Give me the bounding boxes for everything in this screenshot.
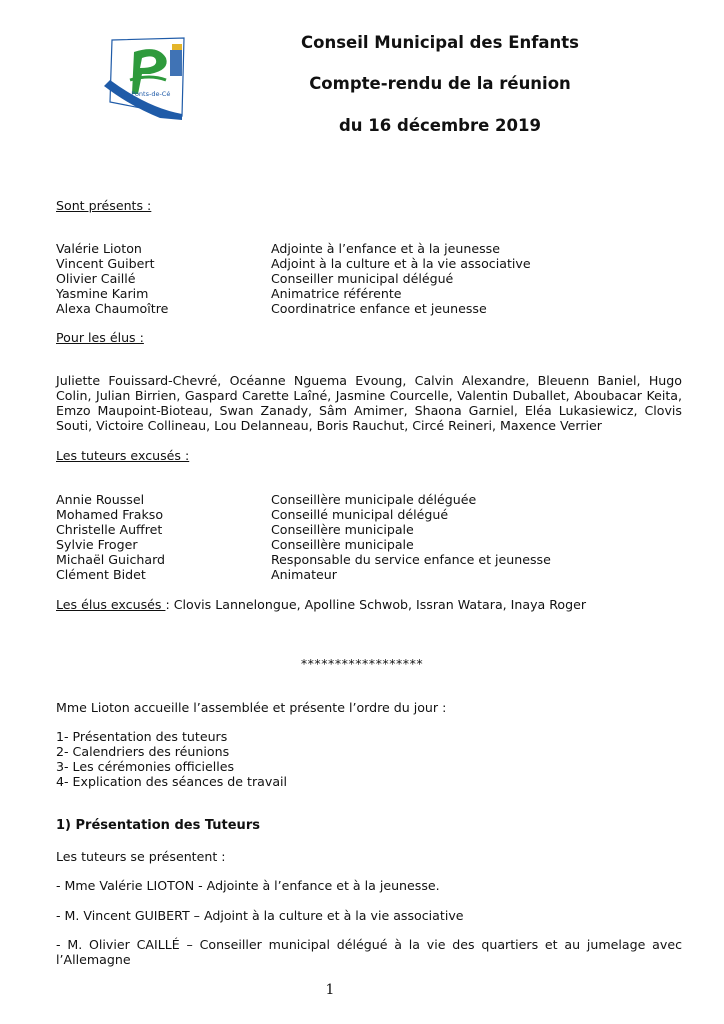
tuteur-name: Annie Roussel: [56, 492, 145, 507]
tuteur-role: Conseillère municipale: [271, 537, 414, 552]
tuteurs-excuses-heading: Les tuteurs excusés :: [56, 448, 190, 463]
meeting-date: du 16 décembre 2019: [339, 116, 541, 135]
tutor-intro-item: - Mme Valérie LIOTON - Adjointe à l’enfance et à la jeunesse.: [56, 878, 440, 893]
present-name: Alexa Chaumoître: [56, 301, 169, 316]
intro-text: Mme Lioton accueille l’assemblée et présente l’ordre du jour :: [56, 700, 447, 715]
elus-excuses-line: [56, 597, 586, 612]
tuteur-role: Conseillère municipale déléguée: [271, 492, 477, 507]
agenda-item: 2- Calendriers des réunions: [56, 744, 230, 759]
tuteur-role: Animateur: [271, 567, 337, 582]
elus-excuses-heading: Les élus excusés: [56, 597, 166, 612]
agenda-item: 3- Les cérémonies officielles: [56, 759, 235, 774]
present-name: Vincent Guibert: [56, 256, 155, 271]
presents-heading: Sont présents :: [56, 198, 152, 213]
present-role: Animatrice référente: [271, 286, 402, 301]
present-name: Valérie Lioton: [56, 241, 142, 256]
agenda-item: 1- Présentation des tuteurs: [56, 729, 228, 744]
present-role: Adjointe à l’enfance et à la jeunesse: [271, 241, 500, 256]
present-name: Olivier Caillé: [56, 271, 136, 286]
elus-heading: Pour les élus :: [56, 330, 144, 345]
section-separator: ******************: [300, 656, 424, 671]
tuteur-role: Responsable du service enfance et jeunesse: [271, 552, 551, 567]
tuteur-role: Conseillé municipal délégué: [271, 507, 449, 522]
present-name: Yasmine Karim: [56, 286, 149, 301]
agenda-item: 4- Explication des séances de travail: [56, 774, 288, 789]
present-role: Adjoint à la culture et à la vie associative: [271, 256, 531, 271]
document-title: Conseil Municipal des Enfants: [301, 33, 579, 52]
svg-text:les Ponts-de-Cé: les Ponts-de-Cé: [120, 90, 171, 98]
tuteur-name: Michaël Guichard: [56, 552, 166, 567]
present-role: Coordinatrice enfance et jeunesse: [271, 301, 487, 316]
elus-excuses-list: : Clovis Lannelongue, Apolline Schwob, Issran Watara, Inaya Roger: [165, 597, 587, 612]
tuteur-name: Clément Bidet: [56, 567, 146, 582]
tuteur-name: Sylvie Froger: [56, 537, 138, 552]
document-subtitle: Compte-rendu de la réunion: [309, 74, 571, 93]
section-heading: 1) Présentation des Tuteurs: [56, 818, 260, 833]
page-number: 1: [325, 982, 335, 998]
present-role: Conseiller municipal délégué: [271, 271, 454, 286]
tutor-intro-item: - M. Olivier CAILLÉ – Conseiller municipal délégué à la vie des quartiers et au jumelage avec l’Allemagne: [56, 937, 682, 967]
tutor-intro-item: - M. Vincent GUIBERT – Adjoint à la culture et à la vie associative: [56, 908, 464, 923]
elus-list: Juliette Fouissard-Chevré, Océanne Nguema Evoung, Calvin Alexandre, Bleuenn Baniel, Hugo Colin, Julian Birrien, Gaspard Carette Laîné, Jasmine Courcelle, Valentin Duballet, Aboubacar Keita, Emzo Maupoint-Bioteau, Swan Zanady, Sâm Amimer, Shaona Garniel, Eléa Lukasiewicz, Clovis Souti, Victoire Collineau, Lou Delanneau, Boris Rauchut, Circé Reineri, Maxence Verrier: [56, 373, 682, 433]
tuteur-role: Conseillère municipale: [271, 522, 414, 537]
municipal-logo: [100, 36, 190, 122]
section-intro: Les tuteurs se présentent :: [56, 849, 226, 864]
tuteur-name: Mohamed Frakso: [56, 507, 164, 522]
tuteur-name: Christelle Auffret: [56, 522, 163, 537]
